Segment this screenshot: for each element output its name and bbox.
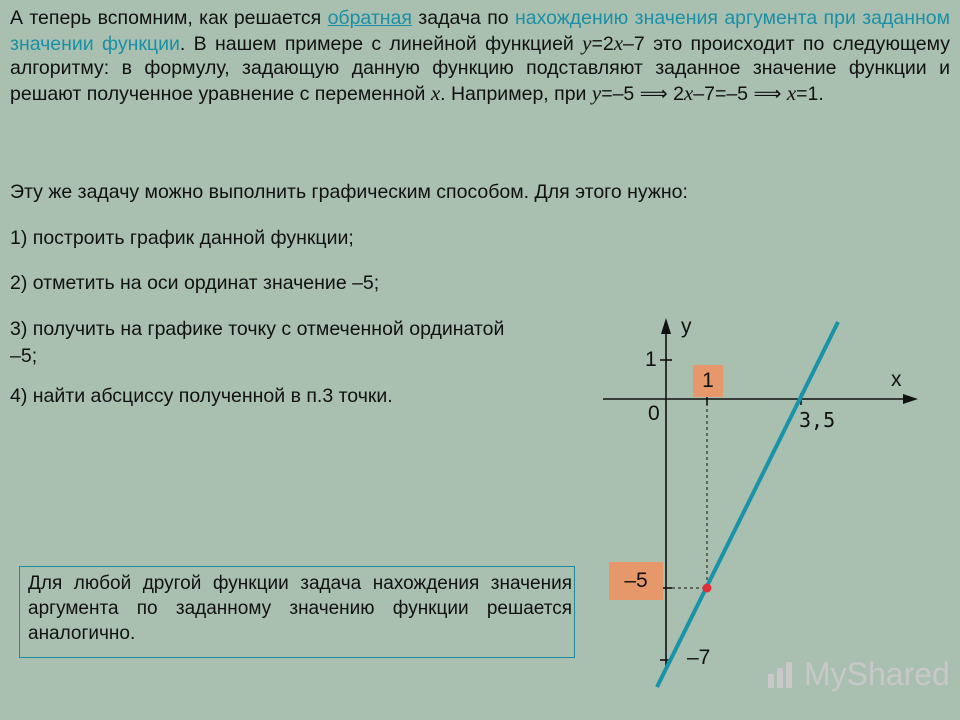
implies-arrow-icon: ⟹ — [639, 82, 668, 105]
function-line — [657, 322, 838, 687]
step-4: 4) найти абсциссу полученной в п.3 точки. — [10, 385, 393, 407]
text: =2 — [591, 32, 614, 55]
note-text: Для любой другой функции задача нахождения значения аргумента по заданному значению функции решается аналогично. — [28, 573, 572, 644]
tick-label-y-minus7: –7 — [687, 646, 711, 669]
text: . В нашем примере с линейной функцией — [179, 32, 583, 55]
implies-arrow-icon: ⟹ — [753, 82, 782, 105]
value-y-tag: –5 — [609, 562, 663, 600]
watermark — [766, 656, 950, 693]
x-axis-label: x — [891, 368, 902, 391]
var-x: x — [613, 30, 624, 55]
var-x: x — [430, 80, 441, 105]
y-axis-label: y — [681, 315, 692, 338]
text: –7=–5 — [693, 82, 754, 105]
text: =1. — [796, 82, 824, 105]
text: . Например, при — [440, 82, 592, 105]
text: =–5 — [601, 82, 640, 105]
tick-label-y1: 1 — [645, 348, 657, 371]
step-3: 3) получить на графике точку с отмеченной ординатой –5; — [10, 318, 505, 367]
origin-label: 0 — [648, 402, 660, 425]
var-x: x — [786, 80, 797, 105]
watermark-logo-icon — [766, 660, 800, 690]
text: –7 это происходит по следующему алгоритму: в формулу, задающую данную функцию подставляют заданное значение функции и решают полученное уравнение с переменной — [10, 32, 950, 105]
link-inverse[interactable]: обратная — [327, 7, 412, 29]
solution-point — [703, 584, 712, 593]
step-2: 2) отметить на оси ординат значение –5; — [10, 272, 380, 294]
var-y: y — [591, 80, 602, 105]
tick-label-x-root: 3,5 — [799, 408, 836, 432]
text: 2 — [667, 82, 684, 105]
note-box — [19, 566, 575, 658]
answer-x-tag: 1 — [693, 365, 723, 397]
var-x: x — [683, 80, 694, 105]
link-task[interactable]: нахождению значения аргумента при заданном значении функции — [10, 7, 950, 55]
text: А теперь вспомним, как решается — [10, 7, 328, 29]
text: задача по — [411, 7, 515, 29]
graphic-method-intro: Эту же задачу можно выполнить графическим способом. Для этого нужно: — [10, 181, 688, 203]
y-axis-arrow-icon — [661, 318, 671, 334]
var-y: y — [582, 30, 592, 55]
x-axis-arrow-icon — [903, 394, 918, 404]
step-1: 1) построить график данной функции; — [10, 227, 354, 249]
watermark-text: MyShared — [804, 656, 950, 692]
